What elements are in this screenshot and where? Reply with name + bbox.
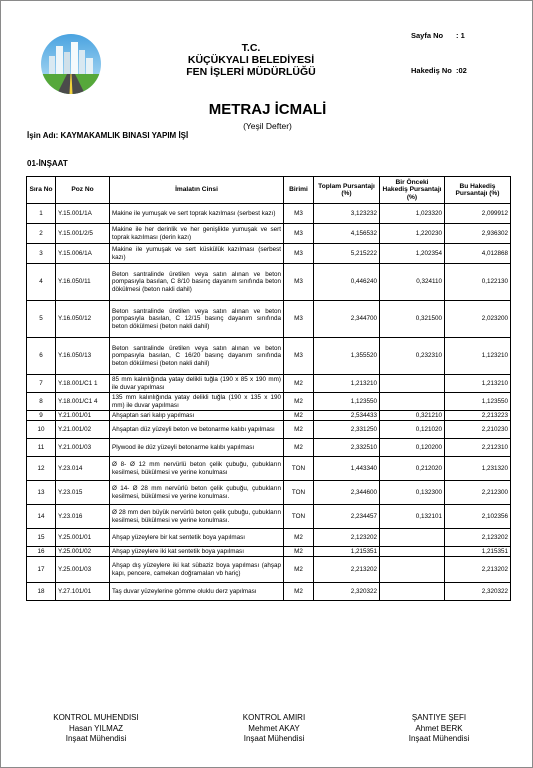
row-number-cell: 1 <box>27 204 56 224</box>
work-description-cell: Ahşap yüzeylere bir kat sentetik boya yapılması <box>110 529 284 547</box>
table-row <box>27 481 511 505</box>
unit-cell: M3 <box>284 204 314 224</box>
previous-percentage-cell: 0,212020 <box>380 457 445 481</box>
section-heading: 01-İNŞAAT <box>27 159 68 168</box>
table-row <box>27 411 511 421</box>
column-header: Poz No <box>56 177 110 204</box>
job-name-value: KAYMAKAMLIK BINASI YAPIM İŞİ <box>60 131 189 140</box>
signature-role: KONTROL MUHENDISI <box>53 713 139 722</box>
previous-percentage-cell <box>380 375 445 393</box>
item-code-cell: Y.21.001/03 <box>56 439 110 457</box>
current-percentage-cell: 0,122130 <box>445 264 511 301</box>
row-number-cell: 7 <box>27 375 56 393</box>
previous-percentage-cell: 0,132101 <box>380 505 445 529</box>
unit-cell: M2 <box>284 393 314 411</box>
current-percentage-cell: 2,123202 <box>445 529 511 547</box>
table-row <box>27 301 511 338</box>
column-header: Sıra No <box>27 177 56 204</box>
unit-cell: M2 <box>284 583 314 601</box>
current-percentage-cell: 2,210230 <box>445 421 511 439</box>
previous-percentage-cell: 1,202354 <box>380 244 445 264</box>
row-number-cell: 18 <box>27 583 56 601</box>
total-percentage-cell: 5,215222 <box>314 244 380 264</box>
signature-role: ŞANTIYE ŞEFI <box>411 713 467 722</box>
unit-cell: M2 <box>284 439 314 457</box>
row-number-cell: 15 <box>27 529 56 547</box>
work-description-cell: Beton santralinde üretilen veya satın alınan ve beton pompasıyla basılan, C 8/10 basınç dayanım sınıfında beton dökülmesi (beton nakli dahil) <box>110 264 284 301</box>
signature-control-supervisor <box>204 713 344 745</box>
previous-percentage-cell: 1,220230 <box>380 224 445 244</box>
document-title: METRAJ İCMALİ <box>208 101 327 118</box>
item-code-cell: Y.18.001/C1 1 <box>56 375 110 393</box>
org-line-1: T.C. <box>241 42 261 54</box>
page-number-label: Sayfa No <box>411 31 444 40</box>
unit-cell: M3 <box>284 264 314 301</box>
previous-percentage-cell: 0,120200 <box>380 439 445 457</box>
item-code-cell: Y.27.101/01 <box>56 583 110 601</box>
work-description-cell: Ø 14- Ø 28 mm nervürlü beton çelik çubuğu, çubukların kesilmesi, bükülmesi ve yerine konulması. <box>110 481 284 505</box>
org-line-2: KÜÇÜKYALI BELEDİYESİ <box>187 54 315 66</box>
row-number-cell: 6 <box>27 338 56 375</box>
work-description-cell: Plywood ile düz yüzeyli betonarme kalıbı yapılması <box>110 439 284 457</box>
total-percentage-cell: 1,443340 <box>314 457 380 481</box>
signature-name: Ahmet BERK <box>415 723 463 733</box>
row-number-cell: 14 <box>27 505 56 529</box>
table-header-row <box>27 177 511 204</box>
current-percentage-cell: 4,012868 <box>445 244 511 264</box>
total-percentage-cell: 2,320322 <box>314 583 380 601</box>
row-number-cell: 2 <box>27 224 56 244</box>
table-row <box>27 375 511 393</box>
unit-cell: M3 <box>284 301 314 338</box>
org-line-3: FEN İŞLERİ MÜDÜRLÜĞÜ <box>186 66 316 78</box>
row-number-cell: 11 <box>27 439 56 457</box>
unit-cell: M2 <box>284 375 314 393</box>
table-row <box>27 583 511 601</box>
unit-cell: M2 <box>284 557 314 583</box>
signature-name: Mehmet AKAY <box>248 723 300 733</box>
work-description-cell: Ø 28 mm den büyük nervürlü beton çelik çubuğu, çubukların kesilmesi, bükülmesi ve yerine konulması. <box>110 505 284 529</box>
previous-percentage-cell: 0,321210 <box>380 411 445 421</box>
work-description-cell: Ahşaptan düz yüzeyli beton ve betonarme kalıbı yapılması <box>110 421 284 439</box>
previous-percentage-cell: 0,132300 <box>380 481 445 505</box>
current-percentage-cell: 2,099912 <box>445 204 511 224</box>
row-number-cell: 16 <box>27 547 56 557</box>
item-code-cell: Y.23.016 <box>56 505 110 529</box>
unit-cell: M2 <box>284 547 314 557</box>
table-row <box>27 505 511 529</box>
current-percentage-cell: 2,102356 <box>445 505 511 529</box>
work-description-cell: Beton santralinde üretilen veya satın alınan ve beton pompasıyla basılan, C 12/15 basınç dayanım sınıfında beton dökülmesi (beton nakli dahil) <box>110 301 284 338</box>
table-row <box>27 224 511 244</box>
signature-title: Inşaat Mühendisi <box>65 734 127 743</box>
total-percentage-cell: 2,331250 <box>314 421 380 439</box>
total-percentage-cell: 2,344600 <box>314 481 380 505</box>
item-code-cell: Y.25.001/02 <box>56 547 110 557</box>
total-percentage-cell: 2,213202 <box>314 557 380 583</box>
unit-cell: TON <box>284 481 314 505</box>
previous-percentage-cell <box>380 583 445 601</box>
previous-percentage-cell <box>380 547 445 557</box>
unit-cell: M3 <box>284 224 314 244</box>
item-code-cell: Y.25.001/03 <box>56 557 110 583</box>
work-description-cell: Ahşaptan sari kalıp yapılması <box>110 411 284 421</box>
column-header: Bu Hakediş Pursantajı (%) <box>445 177 511 204</box>
previous-percentage-cell: 1,023320 <box>380 204 445 224</box>
current-percentage-cell: 1,123210 <box>445 338 511 375</box>
page-number-value: : 1 <box>456 31 465 40</box>
unit-cell: M2 <box>284 411 314 421</box>
total-percentage-cell: 2,344700 <box>314 301 380 338</box>
item-code-cell: Y.25.001/01 <box>56 529 110 547</box>
table-row <box>27 557 511 583</box>
current-percentage-cell: 2,320322 <box>445 583 511 601</box>
work-description-cell: Ø 8- Ø 12 mm nervürlü beton çelik çubuğu, çubukların kesilmesi, bükülmesi ve yerine konulması <box>110 457 284 481</box>
job-name <box>27 131 188 140</box>
work-description-cell: Beton santralinde üretilen veya satın alınan ve beton pompasıyla basılan, C 16/20 basınç dayanım sınıfında beton dökülmesi (beton nakli dahil) <box>110 338 284 375</box>
item-code-cell: Y.15.001/1A <box>56 204 110 224</box>
job-name-label: İşin Adı: <box>27 131 59 140</box>
row-number-cell: 12 <box>27 457 56 481</box>
table-body <box>27 204 511 601</box>
previous-percentage-cell <box>380 393 445 411</box>
item-code-cell: Y.21.001/01 <box>56 411 110 421</box>
table-row <box>27 204 511 224</box>
signature-title: Inşaat Mühendisi <box>408 734 470 743</box>
previous-percentage-cell <box>380 557 445 583</box>
current-percentage-cell: 2,212310 <box>445 439 511 457</box>
column-header: İmalatın Cinsi <box>110 177 284 204</box>
previous-percentage-cell: 0,232310 <box>380 338 445 375</box>
signature-control-engineer <box>26 713 166 745</box>
current-percentage-cell: 1,123550 <box>445 393 511 411</box>
current-percentage-cell: 1,215351 <box>445 547 511 557</box>
signature-title: Inşaat Mühendisi <box>243 734 305 743</box>
total-percentage-cell: 1,213210 <box>314 375 380 393</box>
work-description-cell: 85 mm kalınlığında yatay delikli tuğla (190 x 85 x 190 mm) ile duvar yapılması <box>110 375 284 393</box>
current-percentage-cell: 1,231320 <box>445 457 511 481</box>
item-code-cell: Y.16.050/11 <box>56 264 110 301</box>
total-percentage-cell: 0,446240 <box>314 264 380 301</box>
current-percentage-cell: 1,213210 <box>445 375 511 393</box>
total-percentage-cell: 2,234457 <box>314 505 380 529</box>
total-percentage-cell: 2,332510 <box>314 439 380 457</box>
work-description-cell: 135 mm kalınlığında yatay delikli tuğla (190 x 135 x 190 mm) ile duvar yapılması <box>110 393 284 411</box>
column-header: Birimi <box>284 177 314 204</box>
progress-number-label: Hakediş No <box>411 66 452 75</box>
work-description-cell: Makine ile yumuşak ve sert toprak kazılması (serbest kazı) <box>110 204 284 224</box>
row-number-cell: 13 <box>27 481 56 505</box>
total-percentage-cell: 2,123202 <box>314 529 380 547</box>
progress-number-value: :02 <box>456 66 467 75</box>
table-row <box>27 529 511 547</box>
row-number-cell: 3 <box>27 244 56 264</box>
total-percentage-cell: 2,534433 <box>314 411 380 421</box>
total-percentage-cell: 4,156532 <box>314 224 380 244</box>
previous-percentage-cell: 0,324110 <box>380 264 445 301</box>
document-subtitle: (Yeşil Defter) <box>243 121 292 131</box>
table-row <box>27 393 511 411</box>
current-percentage-cell: 2,936302 <box>445 224 511 244</box>
column-header: Toplam Pursantajı (%) <box>314 177 380 204</box>
row-number-cell: 8 <box>27 393 56 411</box>
column-header: Bir Önceki Hakediş Pursantajı (%) <box>380 177 445 204</box>
total-percentage-cell: 1,215351 <box>314 547 380 557</box>
unit-cell: TON <box>284 505 314 529</box>
unit-cell: TON <box>284 457 314 481</box>
table-row <box>27 457 511 481</box>
current-percentage-cell: 2,213223 <box>445 411 511 421</box>
row-number-cell: 10 <box>27 421 56 439</box>
current-percentage-cell: 2,213202 <box>445 557 511 583</box>
row-number-cell: 9 <box>27 411 56 421</box>
unit-cell: M2 <box>284 421 314 439</box>
table-row <box>27 439 511 457</box>
previous-percentage-cell: 0,121020 <box>380 421 445 439</box>
total-percentage-cell: 1,355520 <box>314 338 380 375</box>
unit-cell: M3 <box>284 338 314 375</box>
table-row <box>27 421 511 439</box>
signature-site-chief <box>369 713 509 745</box>
previous-percentage-cell <box>380 529 445 547</box>
total-percentage-cell: 3,123232 <box>314 204 380 224</box>
work-description-cell: Makine ile her derinlik ve her genişlikte yumuşak ve sert toprak kazılması (derin kazı) <box>110 224 284 244</box>
item-code-cell: Y.16.050/13 <box>56 338 110 375</box>
total-percentage-cell: 1,123550 <box>314 393 380 411</box>
current-percentage-cell: 2,023200 <box>445 301 511 338</box>
work-description-cell: Taş duvar yüzeylerine gömme oluklu derz yapılması <box>110 583 284 601</box>
signature-name: Hasan YILMAZ <box>68 723 124 733</box>
item-code-cell: Y.23.014 <box>56 457 110 481</box>
work-description-cell: Makine ile yumuşak ve sert küskülük kazılması (serbest kazı) <box>110 244 284 264</box>
unit-cell: M3 <box>284 244 314 264</box>
municipality-logo <box>41 34 101 94</box>
row-number-cell: 17 <box>27 557 56 583</box>
row-number-cell: 4 <box>27 264 56 301</box>
previous-percentage-cell: 0,321500 <box>380 301 445 338</box>
table-row <box>27 338 511 375</box>
item-code-cell: Y.21.001/02 <box>56 421 110 439</box>
item-code-cell: Y.15.001/2/5 <box>56 224 110 244</box>
unit-cell: M2 <box>284 529 314 547</box>
item-code-cell: Y.18.001/C1 4 <box>56 393 110 411</box>
item-code-cell: Y.23.015 <box>56 481 110 505</box>
item-code-cell: Y.15.006/1A <box>56 244 110 264</box>
signature-role: KONTROL AMIRI <box>242 713 306 722</box>
quantity-table <box>26 176 511 601</box>
item-code-cell: Y.16.050/12 <box>56 301 110 338</box>
table-row <box>27 244 511 264</box>
row-number-cell: 5 <box>27 301 56 338</box>
work-description-cell: Ahşap dış yüzeylere iki kat sübaziz boya yapılması (ahşap kapı, pencere, camekan doğramaları vb hariç) <box>110 557 284 583</box>
table-row <box>27 264 511 301</box>
current-percentage-cell: 2,212300 <box>445 481 511 505</box>
table-row <box>27 547 511 557</box>
work-description-cell: Ahşap yüzeylere iki kat sentetik boya yapılması <box>110 547 284 557</box>
